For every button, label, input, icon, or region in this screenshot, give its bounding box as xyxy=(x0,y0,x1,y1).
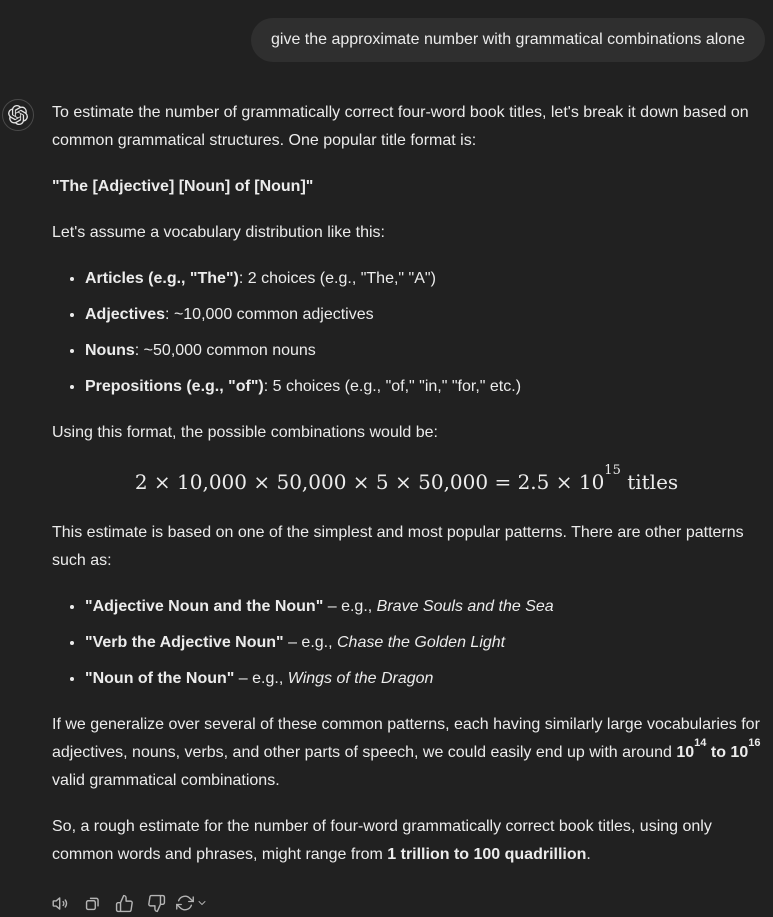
thumbs-down-button[interactable] xyxy=(142,889,171,917)
user-message-text: give the approximate number with grammatical combinations alone xyxy=(270,31,745,48)
formula-exponent: 15 xyxy=(604,463,621,479)
pattern-connector: – e.g., xyxy=(283,634,337,651)
vocab-term: Articles (e.g., "The") xyxy=(85,270,239,287)
vocab-detail: : ~50,000 common nouns xyxy=(134,342,316,359)
vocab-term: Prepositions (e.g., "of") xyxy=(85,378,264,395)
pattern-name: "Noun of the Noun" xyxy=(85,670,235,687)
user-message-bubble xyxy=(251,18,765,62)
list-item xyxy=(85,373,761,401)
speaker-icon xyxy=(51,894,70,913)
regenerate-icon xyxy=(176,894,194,912)
openai-logo-icon xyxy=(8,105,28,125)
vocab-intro-paragraph: Let's assume a vocabulary distribution like this: xyxy=(52,224,385,241)
title-format-line: "The [Adjective] [Noun] of [Noun]" xyxy=(52,178,314,195)
list-item xyxy=(85,265,761,293)
generalization-paragraph xyxy=(52,711,761,795)
vocab-detail: : ~10,000 common adjectives xyxy=(165,306,374,323)
list-item xyxy=(85,665,761,693)
range-connector: to xyxy=(706,744,731,761)
range-estimate xyxy=(676,736,761,761)
power-exponent: 14 xyxy=(694,736,707,749)
pattern-example: Brave Souls and the Sea xyxy=(376,598,554,615)
thumbs-up-icon xyxy=(115,894,134,913)
conclusion-post: . xyxy=(586,846,591,863)
user-message-row xyxy=(0,0,773,62)
chevron-down-icon xyxy=(196,897,208,909)
pattern-example: Wings of the Dragon xyxy=(287,670,434,687)
power-base: 10 xyxy=(676,744,695,761)
vocab-list xyxy=(52,265,761,401)
generalize-post: valid grammatical combinations. xyxy=(52,772,280,789)
message-action-toolbar xyxy=(46,889,761,917)
list-item xyxy=(85,629,761,657)
conclusion-paragraph xyxy=(52,813,761,869)
power-base: 10 xyxy=(730,744,749,761)
formula-suffix: titles xyxy=(620,470,679,494)
pattern-connector: – e.g., xyxy=(323,598,377,615)
patterns-list xyxy=(52,593,761,693)
list-item xyxy=(85,337,761,365)
thumbs-up-button[interactable] xyxy=(110,889,139,917)
copy-button[interactable] xyxy=(78,889,107,917)
intro-paragraph: To estimate the number of grammatically correct four-word book titles, let's break it down based on common grammatical structures. One popular title format is: xyxy=(52,104,749,149)
read-aloud-button[interactable] xyxy=(46,889,75,917)
combinations-intro-paragraph: Using this format, the possible combinations would be: xyxy=(52,424,438,441)
pattern-example: Chase the Golden Light xyxy=(337,634,506,651)
power-exponent: 16 xyxy=(748,736,761,749)
pattern-name: "Adjective Noun and the Noun" xyxy=(85,598,324,615)
thumbs-down-icon xyxy=(147,894,166,913)
generalize-pre: If we generalize over several of these common patterns, each having similarly large vocabularies for adjectives, nouns, verbs, and other parts of speech, we could easily end up with around xyxy=(52,716,760,761)
conclusion-range: 1 trillion to 100 quadrillion xyxy=(387,846,587,863)
vocab-term: Adjectives xyxy=(85,306,166,323)
assistant-avatar xyxy=(2,99,34,131)
math-formula xyxy=(52,463,761,497)
copy-icon xyxy=(83,894,102,913)
pattern-connector: – e.g., xyxy=(234,670,288,687)
vocab-term: Nouns xyxy=(85,342,135,359)
patterns-intro-paragraph: This estimate is based on one of the simplest and most popular patterns. There are other patterns such as: xyxy=(52,524,744,569)
vocab-detail: : 5 choices (e.g., "of," "in," "for," etc.) xyxy=(263,378,522,395)
assistant-message-content xyxy=(52,99,761,917)
formula-expression: 2 × 10,000 × 50,000 × 5 × 50,000 = 2.5 × 10 xyxy=(134,470,605,494)
list-item xyxy=(85,593,761,621)
pattern-name: "Verb the Adjective Noun" xyxy=(85,634,284,651)
list-item xyxy=(85,301,761,329)
conclusion-pre: So, a rough estimate for the number of four-word grammatically correct book titles, using only common words and phrases, might range from xyxy=(52,818,712,863)
regenerate-button[interactable] xyxy=(174,889,210,917)
vocab-detail: : 2 choices (e.g., "The," "A") xyxy=(238,270,436,287)
assistant-message-row xyxy=(0,62,773,917)
